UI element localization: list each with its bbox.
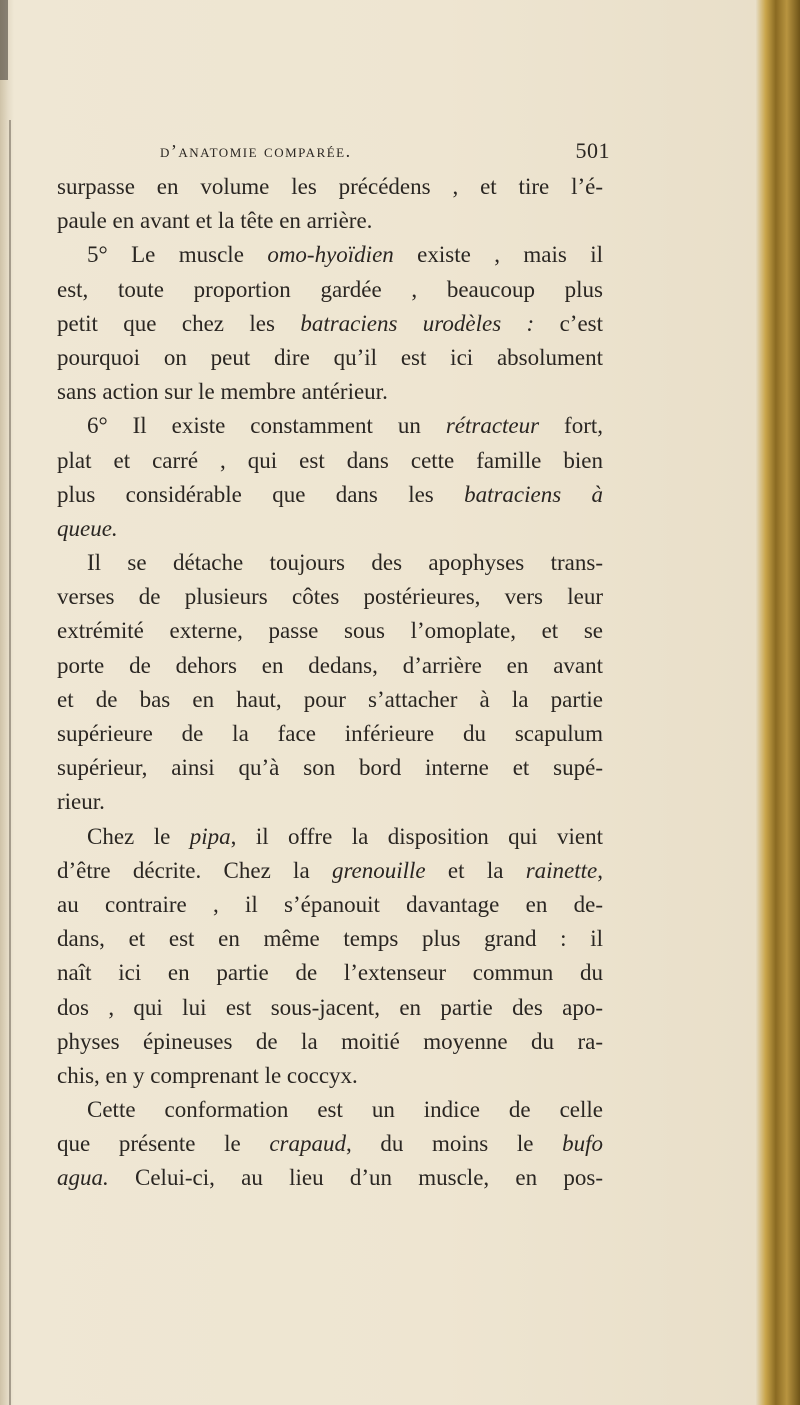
text-run: dans, et est en même temps plus grand : il xyxy=(57,926,603,952)
text-line xyxy=(57,512,603,546)
text-run: rieur. xyxy=(57,789,105,815)
italic-term: pipa xyxy=(189,823,231,849)
text-run: physes épineuses de la moitié moyenne du ra- xyxy=(57,1028,603,1054)
text-line xyxy=(57,409,603,443)
text-run: supérieur, ainsi qu’à son bord interne et supé- xyxy=(57,755,603,781)
body-text xyxy=(57,170,603,1196)
text-run: surpasse en volume les précédens , et tire l’é- xyxy=(57,174,603,199)
text-run: naît ici en partie de l’extenseur commun du xyxy=(57,960,603,986)
text-line xyxy=(57,580,603,614)
text-run: pourquoi on peut dire qu’il est ici absolument xyxy=(57,344,603,370)
text-run: est, toute proportion gardée , beaucoup plus xyxy=(57,276,603,302)
text-run: que présente le xyxy=(57,1131,270,1157)
text-run: , xyxy=(597,857,603,883)
text-run: existe , mais il xyxy=(393,242,603,268)
text-line xyxy=(57,238,603,272)
text-run: sans action sur le membre antérieur. xyxy=(57,379,388,405)
page-header xyxy=(160,138,610,171)
text-run: chis, en y comprenant le coccyx. xyxy=(57,1062,358,1088)
text-run: , il offre la disposition qui vient xyxy=(230,823,603,849)
italic-term: batraciens à xyxy=(464,481,603,507)
text-run: porte de dehors en dedans, d’arrière en avant xyxy=(57,652,603,678)
margin-rule xyxy=(9,120,11,1405)
text-line xyxy=(57,854,603,888)
text-line xyxy=(57,785,603,819)
text-run: et la xyxy=(425,857,526,883)
text-run: Celui-ci, au lieu d’un muscle, en pos- xyxy=(108,1165,603,1191)
text-run: c’est xyxy=(534,310,604,336)
text-run: fort, xyxy=(539,413,603,439)
text-line xyxy=(57,1025,603,1059)
text-line xyxy=(57,717,603,751)
italic-term: queue. xyxy=(57,515,118,541)
text-run: plus considérable que dans les xyxy=(57,481,465,507)
text-line xyxy=(57,922,603,956)
text-run: supérieure de la face inférieure du scapulum xyxy=(57,721,603,746)
text-line xyxy=(57,444,603,478)
italic-term: rainette xyxy=(525,857,598,883)
gilt-page-edge xyxy=(756,0,800,1405)
text-line xyxy=(57,1093,603,1127)
text-run: au contraire , il s’épanouit davantage en de- xyxy=(57,891,603,917)
text-line xyxy=(57,820,603,854)
text-run: , du moins le xyxy=(346,1131,563,1157)
text-line xyxy=(57,307,603,341)
text-line xyxy=(57,1127,603,1161)
text-line xyxy=(57,1059,603,1093)
text-line xyxy=(57,170,603,204)
text-run: et de bas en haut, pour s’attacher à la partie xyxy=(57,686,603,712)
text-line xyxy=(57,888,603,922)
text-line xyxy=(57,649,603,683)
text-run: extrémité externe, passe sous l’omoplate, et se xyxy=(57,618,603,644)
page-number: 501 xyxy=(575,138,610,163)
italic-term: rétracteur xyxy=(445,413,540,439)
text-line xyxy=(57,204,603,238)
text-run: 5° Le muscle xyxy=(87,242,268,268)
italic-term: batraciens urodèles : xyxy=(300,310,535,336)
italic-term: crapaud xyxy=(269,1131,346,1157)
italic-term: agua. xyxy=(57,1165,109,1191)
running-title: d’anatomie comparée. xyxy=(160,141,352,161)
binding-mark xyxy=(0,0,8,80)
text-run: dos , qui lui est sous-jacent, en partie des apo- xyxy=(57,994,603,1020)
italic-term: bufo xyxy=(562,1131,603,1157)
text-line xyxy=(57,683,603,717)
text-line xyxy=(57,273,603,307)
text-line xyxy=(57,956,603,990)
text-line xyxy=(57,1161,603,1195)
text-line xyxy=(57,478,603,512)
italic-term: grenouille xyxy=(331,857,426,883)
text-run: plat et carré , qui est dans cette famille bien xyxy=(57,447,603,473)
text-run: Cette conformation est un indice de celle xyxy=(87,1097,603,1123)
text-run: petit que chez les xyxy=(57,310,301,336)
text-line xyxy=(57,546,603,580)
text-line xyxy=(57,991,603,1025)
italic-term: omo-hyoïdien xyxy=(267,242,394,268)
binding-shadow xyxy=(0,0,14,1405)
text-line xyxy=(57,614,603,648)
text-line xyxy=(57,341,603,375)
text-run: verses de plusieurs côtes postérieures, vers leur xyxy=(57,584,603,610)
text-run: 6° Il existe constamment un xyxy=(87,413,446,439)
text-line xyxy=(57,375,603,409)
text-run: paule en avant et la tête en arrière. xyxy=(57,208,373,234)
text-run: Il se détache toujours des apophyses trans- xyxy=(87,550,603,576)
text-run: d’être décrite. Chez la xyxy=(57,857,332,883)
text-run: Chez le xyxy=(87,823,190,849)
text-line xyxy=(57,751,603,785)
